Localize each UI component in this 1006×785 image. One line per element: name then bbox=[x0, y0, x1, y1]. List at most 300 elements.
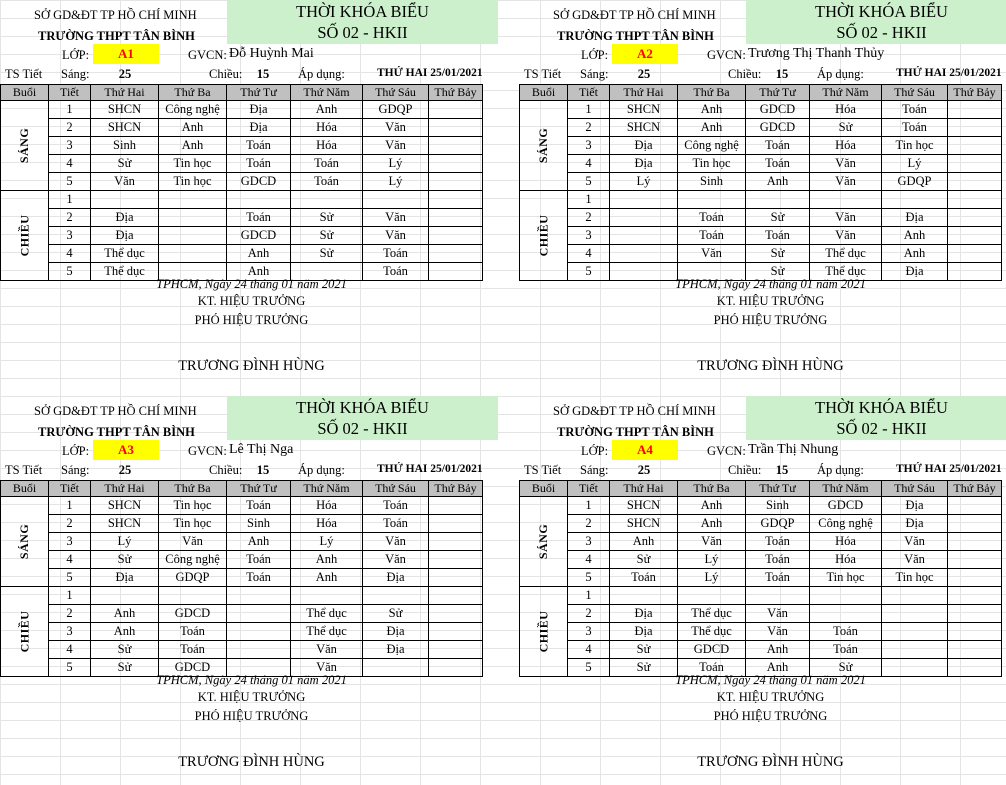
timetable-table bbox=[0, 84, 483, 281]
subject-cell: GDQP bbox=[746, 515, 810, 533]
period-number: 2 bbox=[49, 209, 91, 227]
subject-cell: Toán bbox=[810, 623, 882, 641]
apply-label: Áp dụng: bbox=[817, 463, 864, 477]
subject-cell: Toán bbox=[227, 551, 291, 569]
subject-cell: Toán bbox=[678, 659, 746, 677]
table-row bbox=[1, 101, 483, 119]
table-row bbox=[1, 209, 483, 227]
subject-cell bbox=[159, 587, 227, 605]
morning-label: Sáng: bbox=[580, 67, 609, 81]
subject-cell: Thể dục bbox=[291, 623, 363, 641]
subject-cell: Anh bbox=[159, 119, 227, 137]
subject-cell bbox=[363, 587, 429, 605]
session-afternoon bbox=[1, 191, 49, 281]
subject-cell: Toán bbox=[227, 155, 291, 173]
table-row bbox=[520, 263, 1002, 281]
column-header: Thứ Sáu bbox=[363, 85, 429, 101]
subject-cell bbox=[610, 587, 678, 605]
subject-cell: Văn bbox=[746, 605, 810, 623]
subject-cell bbox=[882, 605, 948, 623]
session-label: SÁNG bbox=[17, 127, 31, 164]
school-name: TRƯỜNG THPT TÂN BÌNH bbox=[38, 425, 195, 439]
period-number: 5 bbox=[568, 659, 610, 677]
subject-cell: Sinh bbox=[746, 497, 810, 515]
subject-cell bbox=[948, 209, 1002, 227]
subject-cell: Tin học bbox=[882, 569, 948, 587]
session-label: CHIỀU bbox=[536, 610, 550, 653]
subject-cell: Lý bbox=[678, 569, 746, 587]
subject-cell: Sử bbox=[91, 551, 159, 569]
subject-cell bbox=[429, 623, 483, 641]
class-value: A1 bbox=[93, 44, 159, 64]
table-header-row bbox=[520, 85, 1002, 101]
subject-cell: Lý bbox=[882, 155, 948, 173]
table-row bbox=[520, 245, 1002, 263]
subject-cell bbox=[159, 227, 227, 245]
session-morning bbox=[1, 497, 49, 587]
signing-date: TPHCM, Ngày 24 tháng 01 năm 2021 bbox=[156, 277, 347, 291]
subject-cell bbox=[159, 263, 227, 281]
subject-cell: Toán bbox=[227, 209, 291, 227]
subject-cell bbox=[948, 191, 1002, 209]
subject-cell: Thể dục bbox=[91, 245, 159, 263]
period-number: 1 bbox=[49, 191, 91, 209]
period-number: 5 bbox=[568, 263, 610, 281]
subject-cell: GDCD bbox=[746, 101, 810, 119]
subject-cell: Anh bbox=[746, 173, 810, 191]
subject-cell: Văn bbox=[882, 533, 948, 551]
subject-cell: GDCD bbox=[159, 605, 227, 623]
subject-cell: Toán bbox=[159, 623, 227, 641]
period-number: 2 bbox=[568, 515, 610, 533]
subject-cell: Hóa bbox=[291, 497, 363, 515]
period-number: 2 bbox=[568, 209, 610, 227]
column-header: Tiết bbox=[49, 481, 91, 497]
table-row bbox=[520, 533, 1002, 551]
subject-cell: Tin học bbox=[159, 497, 227, 515]
subject-cell: Sử bbox=[610, 659, 678, 677]
timetable-number: SỐ 02 - HKII bbox=[317, 419, 408, 438]
session-label: SÁNG bbox=[536, 523, 550, 560]
table-row bbox=[1, 263, 483, 281]
session-label: SÁNG bbox=[536, 127, 550, 164]
period-number: 3 bbox=[568, 227, 610, 245]
timetable-block-4 bbox=[519, 396, 1006, 785]
subject-cell: Anh bbox=[746, 659, 810, 677]
subject-cell: Tin học bbox=[678, 155, 746, 173]
signer-name: TRƯƠNG ĐÌNH HÙNG bbox=[697, 358, 844, 374]
period-number: 4 bbox=[568, 155, 610, 173]
subject-cell: SHCN bbox=[91, 119, 159, 137]
session-label: CHIỀU bbox=[17, 214, 31, 257]
period-number: 1 bbox=[49, 497, 91, 515]
subject-cell: Địa bbox=[882, 209, 948, 227]
subject-cell bbox=[948, 515, 1002, 533]
subject-cell: SHCN bbox=[610, 101, 678, 119]
subject-cell: Văn bbox=[363, 119, 429, 137]
session-afternoon bbox=[1, 587, 49, 677]
subject-cell: Toán bbox=[363, 497, 429, 515]
session-label: CHIỀU bbox=[17, 610, 31, 653]
teacher-label: GVCN: bbox=[707, 48, 746, 62]
subject-cell bbox=[429, 173, 483, 191]
subject-cell: Tin học bbox=[159, 155, 227, 173]
column-header: Tiết bbox=[49, 85, 91, 101]
class-value: A4 bbox=[612, 440, 678, 460]
teacher-label: GVCN: bbox=[188, 444, 227, 458]
signer-name: TRƯƠNG ĐÌNH HÙNG bbox=[178, 358, 325, 374]
column-header: Thứ Hai bbox=[610, 481, 678, 497]
column-header: Buổi bbox=[1, 85, 49, 101]
column-header: Thứ Ba bbox=[159, 481, 227, 497]
subject-cell: Địa bbox=[882, 497, 948, 515]
subject-cell bbox=[363, 659, 429, 677]
subject-cell: SHCN bbox=[91, 101, 159, 119]
subject-cell: Sử bbox=[810, 119, 882, 137]
class-value: A3 bbox=[93, 440, 159, 460]
column-header: Tiết bbox=[568, 85, 610, 101]
timetable-block-2 bbox=[519, 0, 1006, 389]
subject-cell: Sử bbox=[363, 605, 429, 623]
table-row bbox=[520, 101, 1002, 119]
subject-cell: Văn bbox=[746, 623, 810, 641]
subject-cell: Sử bbox=[91, 155, 159, 173]
subject-cell bbox=[429, 101, 483, 119]
vice-principal-title: PHÓ HIỆU TRƯỞNG bbox=[194, 313, 309, 327]
subject-cell: Toán bbox=[746, 533, 810, 551]
timetable-title: THỜI KHÓA BIỂU bbox=[815, 2, 948, 21]
table-row bbox=[1, 227, 483, 245]
homeroom-teacher: Đỗ Huỳnh Mai bbox=[229, 46, 314, 61]
morning-periods: 25 bbox=[118, 67, 132, 81]
subject-cell: Văn bbox=[810, 173, 882, 191]
column-header: Thứ Bảy bbox=[429, 481, 483, 497]
signer-name: TRƯƠNG ĐÌNH HÙNG bbox=[178, 754, 325, 770]
subject-cell: GDCD bbox=[746, 119, 810, 137]
column-header: Thứ Tư bbox=[746, 85, 810, 101]
subject-cell: Công nghệ bbox=[159, 101, 227, 119]
column-header: Thứ Sáu bbox=[363, 481, 429, 497]
subject-cell bbox=[610, 263, 678, 281]
table-row bbox=[1, 659, 483, 677]
column-header: Thứ Bảy bbox=[948, 85, 1002, 101]
subject-cell: Địa bbox=[91, 569, 159, 587]
subject-cell: Địa bbox=[882, 263, 948, 281]
column-header: Thứ Hai bbox=[91, 481, 159, 497]
subject-cell: Toán bbox=[291, 173, 363, 191]
session-morning bbox=[1, 101, 49, 191]
column-header: Buổi bbox=[520, 85, 568, 101]
table-row bbox=[1, 605, 483, 623]
column-header: Thứ Ba bbox=[678, 481, 746, 497]
subject-cell: GDQP bbox=[159, 569, 227, 587]
subject-cell bbox=[429, 155, 483, 173]
class-label: LỚP: bbox=[62, 444, 90, 458]
column-header: Thứ Tư bbox=[227, 85, 291, 101]
subject-cell: Anh bbox=[610, 533, 678, 551]
subject-cell: Toán bbox=[746, 155, 810, 173]
vice-principal-title: PHÓ HIỆU TRƯỞNG bbox=[194, 709, 309, 723]
subject-cell bbox=[227, 623, 291, 641]
subject-cell: Lý bbox=[610, 173, 678, 191]
column-header: Thứ Tư bbox=[746, 481, 810, 497]
subject-cell: SHCN bbox=[610, 515, 678, 533]
table-row bbox=[1, 515, 483, 533]
table-row bbox=[1, 245, 483, 263]
subject-cell: Địa bbox=[363, 569, 429, 587]
school-name: TRƯỜNG THPT TÂN BÌNH bbox=[557, 425, 714, 439]
subject-cell bbox=[91, 191, 159, 209]
subject-cell bbox=[227, 605, 291, 623]
subject-cell: Hóa bbox=[810, 551, 882, 569]
total-periods-label: TS Tiết bbox=[524, 67, 562, 81]
subject-cell bbox=[948, 119, 1002, 137]
subject-cell: Sử bbox=[610, 551, 678, 569]
subject-cell bbox=[291, 587, 363, 605]
subject-cell bbox=[746, 191, 810, 209]
subject-cell: Toán bbox=[746, 137, 810, 155]
subject-cell: Văn bbox=[291, 641, 363, 659]
subject-cell: GDCD bbox=[227, 227, 291, 245]
subject-cell: Anh bbox=[678, 101, 746, 119]
timetable-table bbox=[0, 480, 483, 677]
subject-cell: Địa bbox=[610, 137, 678, 155]
subject-cell: Sinh bbox=[227, 515, 291, 533]
subject-cell bbox=[948, 101, 1002, 119]
subject-cell: Văn bbox=[291, 659, 363, 677]
teacher-label: GVCN: bbox=[188, 48, 227, 62]
total-periods-label: TS Tiết bbox=[5, 67, 43, 81]
subject-cell bbox=[91, 587, 159, 605]
signer-name: TRƯƠNG ĐÌNH HÙNG bbox=[697, 754, 844, 770]
table-row bbox=[1, 587, 483, 605]
period-number: 4 bbox=[568, 641, 610, 659]
subject-cell: Sử bbox=[91, 659, 159, 677]
subject-cell bbox=[429, 641, 483, 659]
column-header: Thứ Hai bbox=[610, 85, 678, 101]
period-number: 5 bbox=[568, 173, 610, 191]
subject-cell bbox=[429, 605, 483, 623]
morning-label: Sáng: bbox=[61, 67, 90, 81]
period-number: 4 bbox=[49, 641, 91, 659]
morning-periods: 25 bbox=[118, 463, 132, 477]
subject-cell: Hóa bbox=[291, 515, 363, 533]
subject-cell: Văn bbox=[363, 137, 429, 155]
total-periods-label: TS Tiết bbox=[5, 463, 43, 477]
subject-cell: Toán bbox=[227, 137, 291, 155]
period-number: 5 bbox=[49, 569, 91, 587]
subject-cell: Hóa bbox=[810, 533, 882, 551]
subject-cell: GDCD bbox=[227, 173, 291, 191]
period-number: 2 bbox=[568, 605, 610, 623]
table-row bbox=[520, 623, 1002, 641]
subject-cell: Toán bbox=[882, 101, 948, 119]
subject-cell: SHCN bbox=[91, 515, 159, 533]
table-row bbox=[520, 173, 1002, 191]
subject-cell: Văn bbox=[159, 533, 227, 551]
subject-cell: Tin học bbox=[159, 515, 227, 533]
period-number: 5 bbox=[49, 263, 91, 281]
table-row bbox=[520, 659, 1002, 677]
principal-title: KT. HIỆU TRƯỞNG bbox=[716, 294, 825, 308]
subject-cell: Địa bbox=[882, 515, 948, 533]
vice-principal-title: PHÓ HIỆU TRƯỞNG bbox=[713, 709, 828, 723]
table-row bbox=[1, 623, 483, 641]
period-number: 4 bbox=[49, 245, 91, 263]
principal-title: KT. HIỆU TRƯỞNG bbox=[197, 690, 306, 704]
period-number: 1 bbox=[568, 587, 610, 605]
morning-periods: 25 bbox=[637, 67, 651, 81]
subject-cell bbox=[227, 191, 291, 209]
subject-cell: Thể dục bbox=[291, 605, 363, 623]
subject-cell bbox=[948, 263, 1002, 281]
subject-cell: Văn bbox=[363, 533, 429, 551]
subject-cell: Anh bbox=[746, 641, 810, 659]
afternoon-periods: 15 bbox=[256, 463, 270, 477]
subject-cell: Toán bbox=[678, 209, 746, 227]
period-number: 2 bbox=[568, 119, 610, 137]
subject-cell: Anh bbox=[227, 263, 291, 281]
table-row bbox=[520, 587, 1002, 605]
table-row bbox=[520, 605, 1002, 623]
column-header: Buổi bbox=[520, 481, 568, 497]
period-number: 2 bbox=[49, 515, 91, 533]
subject-cell bbox=[429, 227, 483, 245]
table-row bbox=[1, 497, 483, 515]
subject-cell: Thể dục bbox=[678, 623, 746, 641]
apply-date: THỨ HAI 25/01/2021 bbox=[896, 463, 1002, 475]
subject-cell bbox=[810, 191, 882, 209]
table-header-row bbox=[1, 85, 483, 101]
subject-cell: Văn bbox=[678, 245, 746, 263]
subject-cell bbox=[948, 497, 1002, 515]
column-header: Tiết bbox=[568, 481, 610, 497]
subject-cell: Toán bbox=[746, 227, 810, 245]
column-header: Thứ Sáu bbox=[882, 85, 948, 101]
subject-cell: Văn bbox=[363, 551, 429, 569]
column-header: Thứ Ba bbox=[678, 85, 746, 101]
period-number: 5 bbox=[568, 569, 610, 587]
subject-cell: Toán bbox=[227, 569, 291, 587]
subject-cell: Anh bbox=[678, 497, 746, 515]
table-row bbox=[1, 551, 483, 569]
subject-cell: Anh bbox=[227, 533, 291, 551]
subject-cell bbox=[429, 533, 483, 551]
timetable-table bbox=[519, 480, 1002, 677]
session-morning bbox=[520, 497, 568, 587]
subject-cell bbox=[948, 245, 1002, 263]
table-row bbox=[520, 497, 1002, 515]
subject-cell bbox=[429, 551, 483, 569]
school-name: TRƯỜNG THPT TÂN BÌNH bbox=[38, 29, 195, 43]
column-header: Thứ Bảy bbox=[429, 85, 483, 101]
column-header: Thứ Năm bbox=[810, 85, 882, 101]
subject-cell bbox=[746, 587, 810, 605]
teacher-label: GVCN: bbox=[707, 444, 746, 458]
afternoon-periods: 15 bbox=[256, 67, 270, 81]
subject-cell: Văn bbox=[810, 155, 882, 173]
subject-cell bbox=[678, 263, 746, 281]
period-number: 5 bbox=[49, 659, 91, 677]
afternoon-label: Chiều: bbox=[728, 67, 762, 81]
subject-cell: Thể dục bbox=[810, 263, 882, 281]
subject-cell: Anh bbox=[291, 101, 363, 119]
subject-cell: Sinh bbox=[678, 173, 746, 191]
subject-cell bbox=[678, 191, 746, 209]
session-afternoon bbox=[520, 191, 568, 281]
subject-cell: Văn bbox=[810, 209, 882, 227]
afternoon-label: Chiều: bbox=[209, 463, 243, 477]
subject-cell bbox=[610, 227, 678, 245]
department-name: SỞ GD&ĐT TP HỒ CHÍ MINH bbox=[553, 404, 716, 418]
timetable-title: THỜI KHÓA BIỂU bbox=[296, 398, 429, 417]
table-row bbox=[520, 515, 1002, 533]
subject-cell: Toán bbox=[746, 551, 810, 569]
apply-date: THỨ HAI 25/01/2021 bbox=[896, 67, 1002, 79]
subject-cell: Anh bbox=[291, 551, 363, 569]
column-header: Thứ Năm bbox=[291, 481, 363, 497]
subject-cell bbox=[948, 659, 1002, 677]
subject-cell bbox=[678, 587, 746, 605]
subject-cell bbox=[948, 623, 1002, 641]
signing-date: TPHCM, Ngày 24 tháng 01 năm 2021 bbox=[675, 277, 866, 291]
period-number: 4 bbox=[49, 551, 91, 569]
subject-cell: Toán bbox=[810, 641, 882, 659]
subject-cell bbox=[882, 623, 948, 641]
principal-title: KT. HIỆU TRƯỞNG bbox=[197, 294, 306, 308]
subject-cell bbox=[429, 209, 483, 227]
class-label: LỚP: bbox=[62, 48, 90, 62]
subject-cell: GDCD bbox=[810, 497, 882, 515]
table-row bbox=[1, 191, 483, 209]
subject-cell: Sử bbox=[91, 641, 159, 659]
subject-cell: Anh bbox=[227, 245, 291, 263]
timetable-number: SỐ 02 - HKII bbox=[836, 419, 927, 438]
subject-cell: Hóa bbox=[810, 101, 882, 119]
subject-cell: Thể dục bbox=[91, 263, 159, 281]
period-number: 1 bbox=[49, 587, 91, 605]
subject-cell bbox=[948, 137, 1002, 155]
period-number: 4 bbox=[568, 551, 610, 569]
subject-cell bbox=[429, 587, 483, 605]
table-row bbox=[520, 155, 1002, 173]
subject-cell: Lý bbox=[291, 533, 363, 551]
principal-title: KT. HIỆU TRƯỞNG bbox=[716, 690, 825, 704]
subject-cell bbox=[429, 191, 483, 209]
subject-cell: Địa bbox=[610, 155, 678, 173]
subject-cell bbox=[429, 137, 483, 155]
subject-cell: Công nghệ bbox=[159, 551, 227, 569]
department-name: SỞ GD&ĐT TP HỒ CHÍ MINH bbox=[553, 8, 716, 22]
apply-date: THỨ HAI 25/01/2021 bbox=[377, 67, 483, 79]
subject-cell: Sử bbox=[746, 245, 810, 263]
subject-cell bbox=[429, 263, 483, 281]
subject-cell: Toán bbox=[746, 569, 810, 587]
table-row bbox=[1, 137, 483, 155]
subject-cell bbox=[810, 587, 882, 605]
subject-cell bbox=[948, 155, 1002, 173]
table-row bbox=[1, 155, 483, 173]
subject-cell: Địa bbox=[363, 623, 429, 641]
subject-cell bbox=[429, 515, 483, 533]
table-row bbox=[520, 569, 1002, 587]
period-number: 1 bbox=[568, 191, 610, 209]
timetable-table bbox=[519, 84, 1002, 281]
subject-cell: GDQP bbox=[882, 173, 948, 191]
morning-label: Sáng: bbox=[580, 463, 609, 477]
subject-cell: Toán bbox=[363, 245, 429, 263]
class-value: A2 bbox=[612, 44, 678, 64]
